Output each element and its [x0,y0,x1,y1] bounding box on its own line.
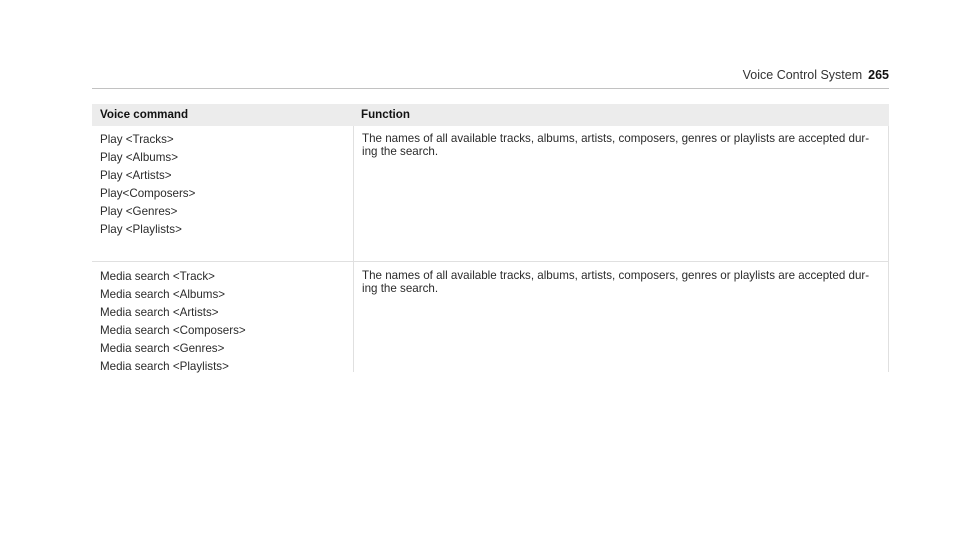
page-number: 265 [868,68,889,82]
running-head [743,68,889,82]
command-text: Play <Artists> [100,169,172,182]
function-text: The names of all available tracks, albums, artists, composers, genres or playlists are accepted dur- ing the search. [362,132,870,158]
command-text: Media search <Composers> [100,324,246,337]
command-text: Play <Tracks> [100,133,174,146]
command-text: Media search <Artists> [100,306,219,319]
command-text: Media search <Albums> [100,288,226,301]
command-cell [92,262,354,372]
voice-command-table [92,104,889,372]
function-cell [354,262,889,372]
command-cell [92,126,354,261]
section-title: Voice Control System [742,68,863,82]
command-text: Media search <Genres> [100,342,225,355]
table-row [92,126,889,262]
function-cell [354,126,889,261]
command-text: Play <Albums> [100,151,178,164]
column-header-voice-command: Voice command [100,108,189,121]
command-text: Play <Playlists> [100,223,182,236]
table-header-row [92,104,889,126]
function-text: The names of all available tracks, albums, artists, composers, genres or playlists are accepted dur- ing the search. [362,269,870,295]
header-divider [92,88,889,89]
command-text: Media search <Playlists> [100,360,229,373]
command-text: Play<Composers> [100,187,196,200]
table-row [92,262,889,372]
command-text: Media search <Track> [100,270,215,283]
column-header-function: Function [361,108,410,121]
command-text: Play <Genres> [100,205,178,218]
